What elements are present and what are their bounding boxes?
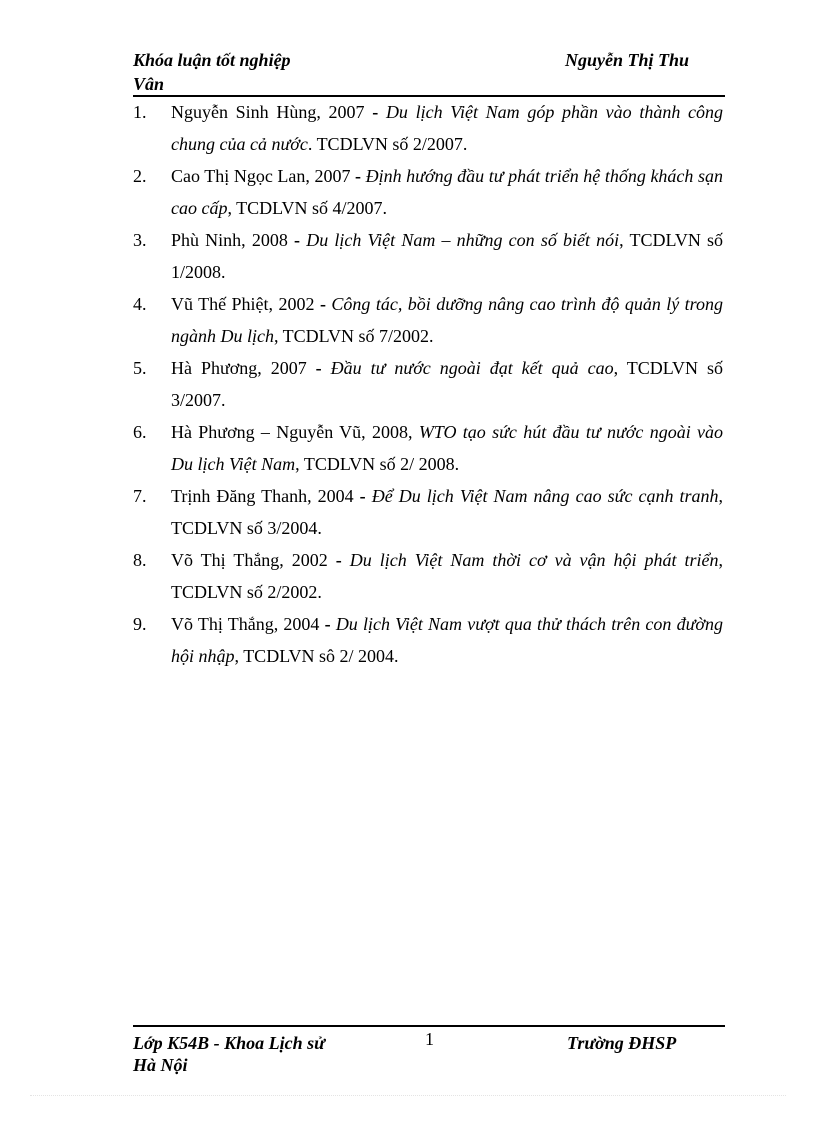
reference-list (133, 96, 725, 672)
reference-source: . TCDLVN số 2/2007. (307, 134, 468, 154)
reference-text: Võ Thị Thắng, 2002 - Du lịch Việt Nam thời cơ và vận hội phát triển, TCDLVN số 2/2002. (171, 550, 724, 602)
page-number: 1 (425, 1029, 434, 1049)
reference-text: Trịnh Đăng Thanh, 2004 - Để Du lịch Việt Nam nâng cao sức cạnh tranh, TCDLVN số 3/2004. (171, 486, 723, 538)
reference-item (133, 544, 725, 608)
reference-author: Hà Phương – Nguyễn Vũ, 2008, (171, 422, 413, 442)
footer-city: Hà Nội (133, 1055, 188, 1075)
reference-source: , TCDLVN số 2/ 2008. (295, 454, 460, 474)
reference-text: Hà Phương, 2007 - Đầu tư nước ngoài đạt kết quả cao, TCDLVN số 3/2007. (171, 358, 724, 410)
reference-source: , TCDLVN số 3/2004. (171, 486, 723, 538)
reference-text: Cao Thị Ngọc Lan, 2007 - Định hướng đầu tư phát triển hệ thống khách sạn cao cấp, TCDLVN số 4/2007. (171, 166, 724, 218)
reference-number: 8. (133, 550, 147, 570)
reference-source: , TCDLVN sô 2/ 2004. (234, 646, 399, 666)
reference-text: Phù Ninh, 2008 - Du lịch Việt Nam – những con số biết nói, TCDLVN số 1/2008. (171, 230, 724, 282)
reference-text: Nguyễn Sinh Hùng, 2007 - Du lịch Việt Nam góp phần vào thành công chung của cả nước. TCDLVN số 2/2007. (171, 102, 724, 154)
reference-number: 2. (133, 166, 147, 186)
reference-number: 9. (133, 614, 147, 634)
reference-item (133, 416, 725, 480)
footer-school: Trường ĐHSP (567, 1033, 677, 1053)
reference-text: Vũ Thế Phiệt, 2002 - Công tác, bồi dưỡng nâng cao trình độ quản lý trong ngành Du lịch, TCDLVN số 7/2002. (171, 294, 724, 346)
header-author: Nguyễn Thị Thu (565, 50, 690, 70)
reference-author: Võ Thị Thắng, 2002 (171, 550, 328, 570)
reference-item (133, 480, 725, 544)
reference-number: 5. (133, 358, 147, 378)
reference-title: Du lịch Việt Nam – những con số biết nói (306, 230, 620, 250)
reference-number: 6. (133, 422, 147, 442)
page-bottom-border (30, 1095, 786, 1096)
reference-title: Để Du lịch Việt Nam nâng cao sức cạnh tranh (371, 486, 719, 506)
footer-left (133, 1032, 373, 1076)
reference-item (133, 288, 725, 352)
reference-title: Du lịch Việt Nam thời cơ và vận hội phát triển (349, 550, 719, 570)
reference-author: Hà Phương, 2007 (171, 358, 307, 378)
reference-item (133, 160, 725, 224)
reference-title: WTO tạo sức hút đầu tư nước ngoài vào Du lịch Việt Nam (171, 422, 724, 474)
reference-text: Võ Thị Thắng, 2004 - Du lịch Việt Nam vượt qua thử thách trên con đường hội nhập, TCDLVN sô 2/ 2004. (171, 614, 724, 666)
reference-title: Đầu tư nước ngoài đạt kết quả cao (330, 358, 614, 378)
header-author-continuation: Vân (133, 74, 165, 94)
reference-author: Phù Ninh, 2008 (171, 230, 288, 250)
reference-source: , TCDLVN số 4/2007. (227, 198, 388, 218)
reference-number: 1. (133, 102, 147, 122)
reference-author: Nguyễn Sinh Hùng, 2007 (171, 102, 365, 122)
header-left (133, 48, 353, 96)
reference-source: , TCDLVN số 7/2002. (274, 326, 434, 346)
page-footer (133, 1028, 725, 1078)
reference-item (133, 608, 725, 672)
reference-author: Cao Thị Ngọc Lan, 2007 (171, 166, 351, 186)
reference-title: Định hướng đầu tư phát triển hệ thống khách sạn cao cấp (171, 166, 724, 218)
reference-source: , TCDLVN số 1/2008. (171, 230, 724, 282)
reference-author: Vũ Thế Phiệt, 2002 (171, 294, 315, 314)
footer-class-label: Lớp K54B - Khoa Lịch sử (133, 1033, 325, 1053)
reference-source: , TCDLVN số 3/2007. (171, 358, 724, 410)
page-header (133, 48, 725, 96)
reference-number: 4. (133, 294, 147, 314)
footer-rule (133, 1025, 725, 1027)
reference-item (133, 352, 725, 416)
reference-number: 7. (133, 486, 147, 506)
reference-item (133, 224, 725, 288)
reference-source: , TCDLVN số 2/2002. (171, 550, 724, 602)
reference-text (171, 416, 723, 480)
reference-author: Trịnh Đăng Thanh, 2004 (171, 486, 354, 506)
reference-author: Võ Thị Thắng, 2004 (171, 614, 320, 634)
reference-title: Du lịch Việt Nam góp phần vào thành công chung của cả nước (171, 102, 724, 154)
reference-title: Công tác, bồi dưỡng nâng cao trình độ quản lý trong ngành Du lịch (171, 294, 724, 346)
header-thesis-label: Khóa luận tốt nghiệp (133, 50, 291, 70)
reference-title: Du lịch Việt Nam vượt qua thử thách trên con đường hội nhập (171, 614, 724, 666)
reference-item (133, 96, 725, 160)
reference-number: 3. (133, 230, 147, 250)
